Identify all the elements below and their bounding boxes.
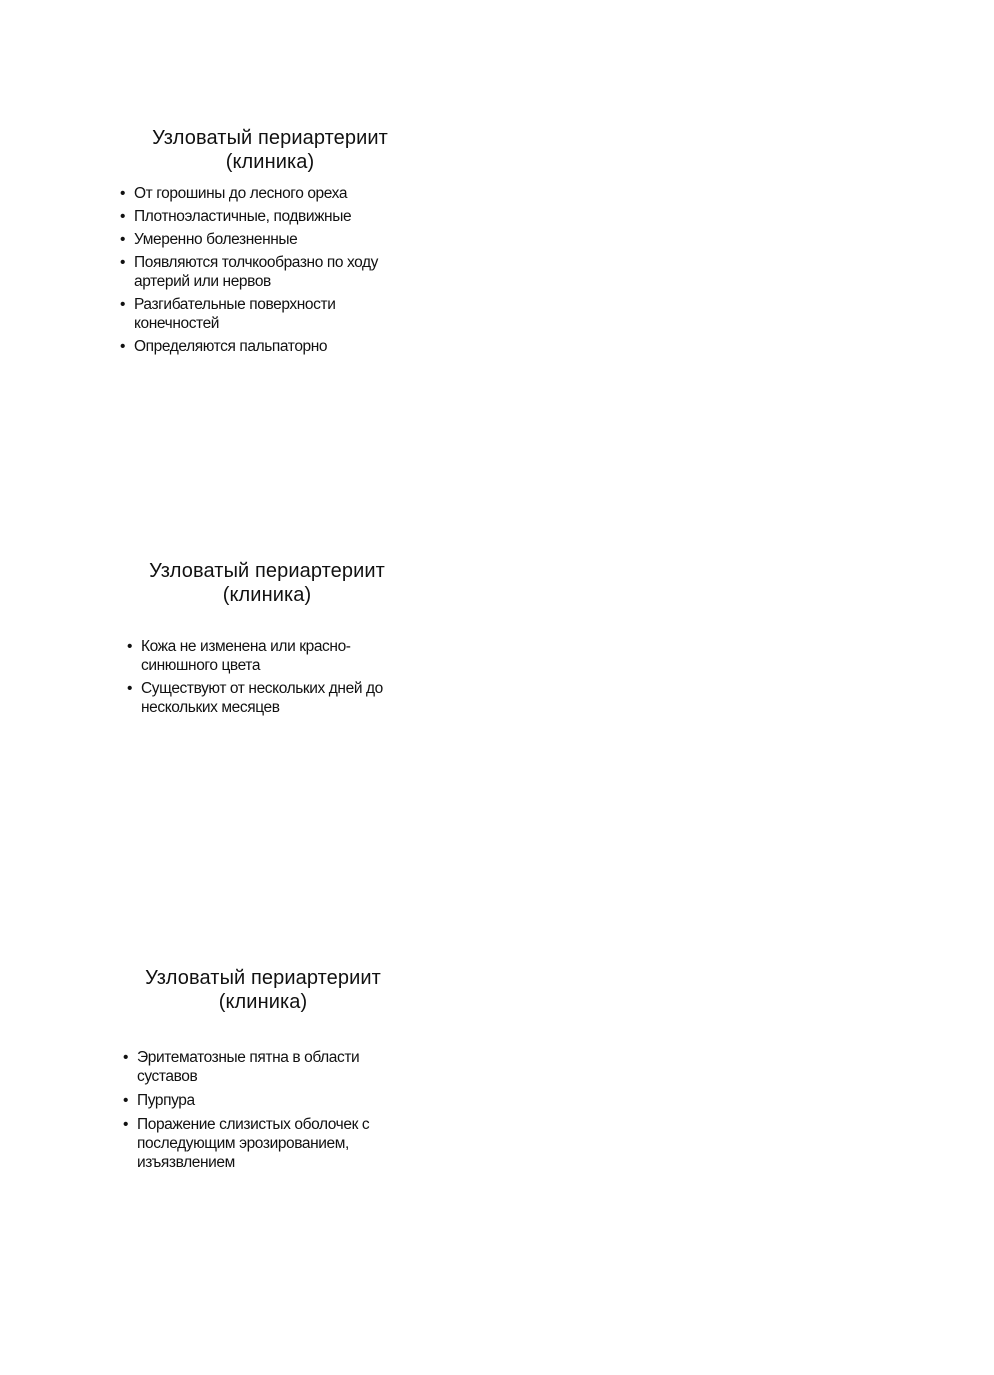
slide-title [117, 559, 417, 607]
slide-1 [120, 126, 420, 360]
bullet-marker: • [120, 208, 126, 225]
bullet-list [127, 637, 427, 717]
slide-title-line-2: (клиника) [218, 991, 308, 1013]
slide-title [113, 966, 413, 1014]
list-item [120, 230, 434, 249]
bullet-list [123, 1048, 423, 1172]
list-item-text: Разгибательные поверхности конечностей [134, 296, 336, 332]
list-item [123, 1115, 412, 1172]
bullet-list [120, 184, 420, 356]
bullet-marker: • [123, 1049, 129, 1066]
list-item [120, 295, 374, 333]
list-item-text: Поражение слизистых оболочек с последующим эрозированием, изъязвлением [137, 1116, 370, 1171]
list-item [123, 1091, 405, 1110]
slide-2 [127, 559, 427, 721]
bullet-marker: • [123, 1116, 129, 1133]
list-item-text: Появляются толчкообразно по ходу артерий или нервов [134, 254, 379, 290]
list-item-text: Пурпура [137, 1092, 195, 1109]
list-item [120, 184, 434, 203]
list-item-text: Плотноэластичные, подвижные [134, 208, 352, 225]
list-item [127, 679, 423, 717]
slide-title-line-1: Узловатый периартериит [145, 967, 381, 989]
bullet-marker: • [120, 231, 126, 248]
list-item-text: Кожа не изменена или красно-синюшного цвета [141, 638, 351, 674]
slide-title-line-2: (клиника) [222, 584, 312, 606]
bullet-marker: • [120, 254, 126, 271]
list-item [120, 207, 434, 226]
list-item [123, 1048, 405, 1086]
list-item-text: Эритематозные пятна в области суставов [137, 1049, 360, 1085]
slide-3 [123, 966, 423, 1177]
list-item [120, 337, 434, 356]
list-item-text: Существуют от нескольких дней до нескольких месяцев [141, 680, 383, 716]
bullet-marker: • [127, 680, 133, 697]
bullet-marker: • [123, 1092, 129, 1109]
bullet-marker: • [120, 185, 126, 202]
bullet-marker: • [120, 296, 126, 313]
slide-title-line-1: Узловатый периартериит [152, 127, 388, 149]
list-item [127, 637, 381, 675]
list-item-text: Умеренно болезненные [134, 231, 298, 248]
list-item-text: От горошины до лесного ореха [134, 185, 348, 202]
slide-title-line-2: (клиника) [225, 151, 315, 173]
bullet-marker: • [127, 638, 133, 655]
slide-title [120, 126, 420, 174]
list-item [120, 253, 406, 291]
list-item-text: Определяются пальпаторно [134, 338, 328, 355]
bullet-marker: • [120, 338, 126, 355]
slide-title-line-1: Узловатый периартериит [149, 560, 385, 582]
